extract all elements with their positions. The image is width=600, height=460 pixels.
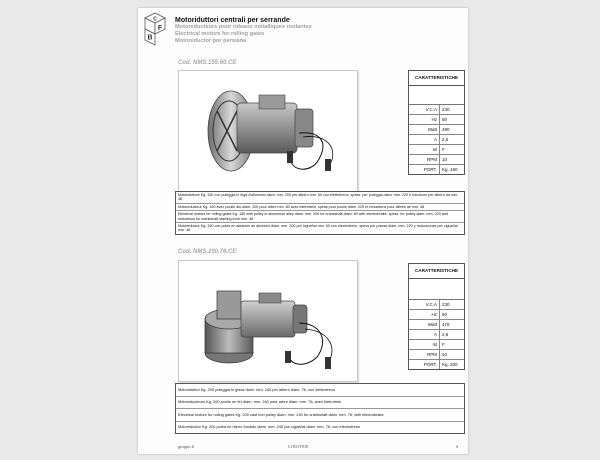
title-french: Motoreducteurs pour rideaux métalliques roulantes	[175, 24, 312, 30]
product1-photo	[178, 70, 358, 192]
spec-row	[409, 125, 464, 135]
spec-row	[409, 310, 464, 320]
spec-value: Kg. 200	[442, 362, 458, 367]
spec-value: 2,6	[442, 332, 449, 337]
spec-header: CARATTERISTICHE	[409, 264, 464, 279]
spec-value: Kg. 150	[442, 167, 458, 172]
footer-group-label: gruppo 8	[178, 444, 194, 449]
title-spanish: Motoreductor por persiana	[175, 38, 247, 44]
spec-row	[409, 145, 464, 155]
product2-code: Cod. NMS.200.76.CE	[178, 249, 237, 255]
description-italian: Motoriduttore Kg. 150 con puleggia in lega d'alluminio diam. mm. 200 per albero mm. 60 con elettrofreno, spess. per puleggia diam. mm. 220 e riduzione per albero da mm. 48	[176, 192, 464, 204]
description-french: Motoreducteurs Kg. 200 poulie en fer diam. mm. 240 pour arbre diam. mm. 76, avec eletrofrein	[176, 397, 464, 410]
spec-row	[409, 155, 464, 165]
spec-label: RPM	[409, 350, 440, 359]
product1-description-table	[175, 191, 465, 235]
product1-code: Cod. NMS.155.60.CE	[178, 60, 237, 66]
spec-label: A	[409, 135, 440, 144]
spec-value: 50	[442, 312, 448, 317]
motor-image	[179, 261, 357, 381]
spec-value: 10	[442, 352, 448, 357]
description-italian: Motoriduttori Kg. 200 puleggia in ghisa diam. mm. 240 per albero diam. 76, con elettrofreno	[176, 384, 464, 397]
spec-row	[409, 350, 464, 360]
spec-spacer	[409, 86, 464, 105]
logo-letter-f: F	[157, 25, 163, 32]
spec-label: Isl	[409, 340, 440, 349]
spec-label: Isl	[409, 145, 440, 154]
spec-row	[409, 330, 464, 340]
description-french: Motoreducteur Kg. 150 avec poulie alu diam. 200 pour arbre mm. 60 avec eletrofrein, spess pour poulie diam. 220 et reductions pour albres de mm. 48	[176, 204, 464, 211]
product2-description-table	[175, 383, 465, 434]
description-english: Electrical motors for rolling gates Kg. 150 with pulley in aluminium alley diam. mm. 200 for crankshaft diam. 60 with electrobrake, spess. for pulley diam. mm. 220 and reductions for crankshaft starting from mm. 48	[176, 211, 464, 223]
spec-row	[409, 320, 464, 330]
title-italian: Motoriduttori centrali per serrande	[175, 17, 290, 24]
spec-value: 230	[442, 302, 450, 307]
spec-row	[409, 105, 464, 115]
spec-value: 10	[442, 157, 448, 162]
spec-row	[409, 135, 464, 145]
spec-label: A	[409, 330, 440, 339]
cibofer-logo	[142, 12, 168, 46]
description-english: Electrical motors for rolling gates Kg. 200 cast iron pulley diam. mm. 240 for crankshaft diam. mm. 76, with electrobrake	[176, 409, 464, 422]
logo-letter-b: B	[147, 34, 153, 42]
footer-brand: CIBOFER	[288, 444, 309, 449]
spec-label: RPM	[409, 155, 440, 164]
spec-value: F	[442, 147, 445, 152]
product2-photo	[178, 260, 358, 382]
spec-row	[409, 300, 464, 310]
spec-row	[409, 360, 464, 369]
page-number: 9	[456, 444, 459, 449]
spec-label: PORT.	[409, 165, 440, 174]
description-spanish: Motoreductor Kg. 150 con poles en aleación de aluminio diam. mm. 200 por cigueñal mm. 60 con electrofreno, spess por poleas diam. mm. 220 y reducciones por cigueñal mm. 48	[178, 224, 458, 233]
spec-row	[409, 115, 464, 125]
spec-value: 50	[442, 117, 448, 122]
spec-value: 490	[442, 127, 450, 132]
spec-value: 476	[442, 322, 450, 327]
spec-row	[409, 165, 464, 174]
spec-label: Watt	[409, 320, 440, 329]
spec-label: Hz	[409, 115, 440, 124]
logo-letter-c: C	[153, 16, 157, 23]
spec-spacer	[409, 279, 464, 300]
description-spanish: Motoreductor Kg. 200 polea en hierro fundido diam. mm. 240 por cigueñal diam. mm. 76, con electrofreno	[178, 424, 361, 429]
spec-label: Hz	[409, 310, 440, 319]
spec-value: 2,5	[442, 137, 449, 142]
spec-label: V.C.A	[409, 105, 440, 114]
product1-spec-table	[408, 70, 465, 175]
header-titles	[175, 14, 312, 45]
motor-image	[179, 71, 357, 191]
spec-label: V.C.A	[409, 300, 440, 309]
spec-label: Watt	[409, 125, 440, 134]
spec-value: 230	[442, 107, 450, 112]
spec-row	[409, 340, 464, 350]
product2-spec-table	[408, 263, 465, 370]
spec-header: CARATTERISTICHE	[409, 71, 464, 86]
spec-label: PORT.	[409, 360, 440, 369]
title-english: Electrical motors for rolling gates	[175, 31, 265, 37]
spec-value: F	[442, 342, 445, 347]
catalog-page	[138, 8, 468, 454]
